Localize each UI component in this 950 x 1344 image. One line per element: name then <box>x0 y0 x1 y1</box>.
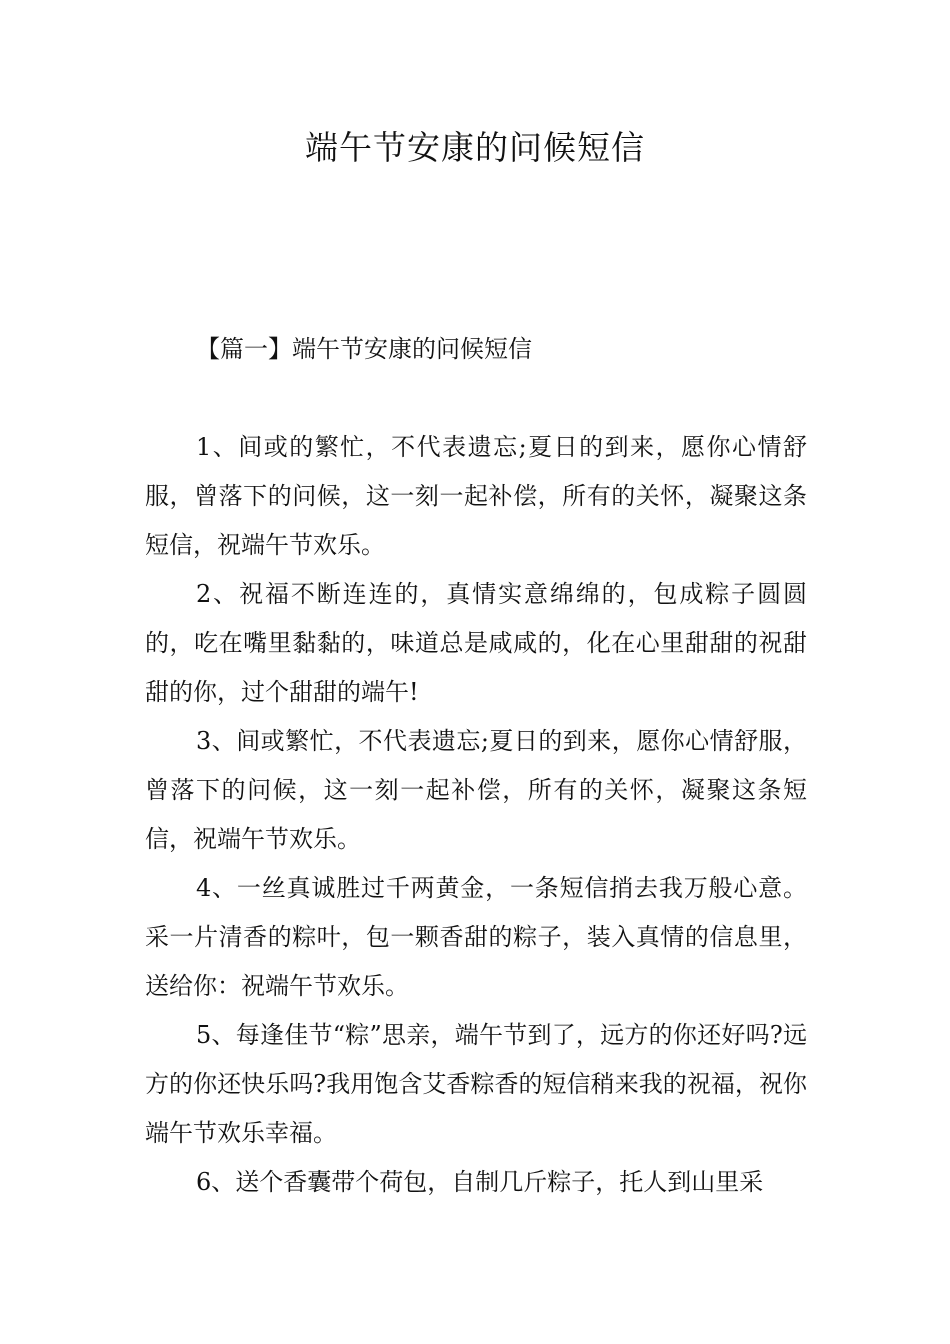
document-title: 端午节安康的问候短信 <box>305 128 645 167</box>
message-item-6: 6、送个香囊带个荷包，自制几斤粽子，托人到山里采 <box>196 1168 764 1196</box>
message-item-1: 1、间或的繁忙，不代表遗忘;夏日的到来，愿你心情舒服，曾落下的问候，这一刻一起补偿，所有的关怀，凝聚这条短信，祝端午节欢乐。 <box>145 433 807 559</box>
message-list <box>145 423 807 1207</box>
message-item-5: 5、每逢佳节“粽”思亲，端午节到了，远方的你还好吗?远方的你还快乐吗?我用饱含艾香粽香的短信稍来我的祝福，祝你端午节欢乐幸福。 <box>145 1021 807 1147</box>
section-heading: 【篇一】端午节安康的问候短信 <box>196 335 532 363</box>
message-item-2: 2、祝福不断连连的，真情实意绵绵的，包成粽子圆圆的，吃在嘴里黏黏的，味道总是咸咸的，化在心里甜甜的祝甜甜的你，过个甜甜的端午! <box>145 580 807 706</box>
message-item-4: 4、一丝真诚胜过千两黄金，一条短信捎去我万般心意。采一片清香的粽叶，包一颗香甜的粽子，装入真情的信息里，送给你：祝端午节欢乐。 <box>145 874 807 1000</box>
message-item-3: 3、间或繁忙，不代表遗忘;夏日的到来，愿你心情舒服，曾落下的问候，这一刻一起补偿，所有的关怀，凝聚这条短信，祝端午节欢乐。 <box>145 727 807 853</box>
